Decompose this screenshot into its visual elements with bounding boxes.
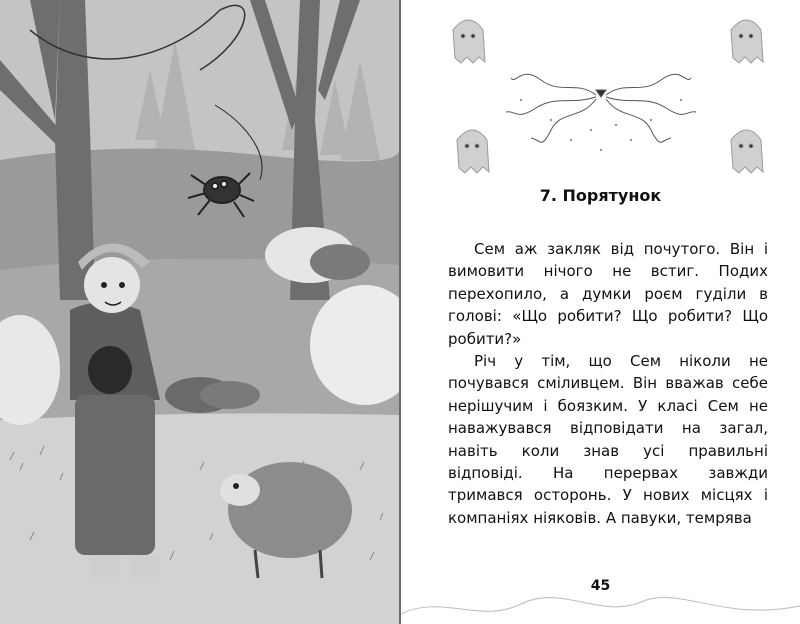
right-page <box>401 0 800 624</box>
ghost-icon <box>453 20 485 63</box>
ghost-icon <box>457 130 489 173</box>
ghost-icon <box>731 130 763 173</box>
chapter-body-text <box>448 238 768 529</box>
ghost-icon <box>731 20 763 63</box>
paragraph: Річ у тім, що Сем ніколи не почувався сміливцем. Він вважав себе нерішучим і боязким. У класі Сем не наважувався відповідати на загал, навіть коли знав усі правильні відповіді. На перервах завжди тримався осторонь. У нових місцях і компаніях ніяковів. А павуки, темрява <box>448 352 768 527</box>
page-number: 45 <box>590 578 611 594</box>
chapter-header-decoration <box>401 0 800 180</box>
bottom-squiggle-decoration <box>401 584 800 624</box>
chapter-title: 7. Порятунок <box>539 186 662 205</box>
left-page-illustration <box>0 0 399 624</box>
paragraph: Сем аж закляк від почутого. Він і вимовити нічого не встиг. Подих перехопило, а думки роєм гуділи в голові: «Що робити? Що робити? Що робити?» <box>448 240 768 348</box>
forest-scene-illustration <box>0 0 399 624</box>
dots-ornament <box>520 99 682 151</box>
whiskers-ornament <box>506 74 696 142</box>
